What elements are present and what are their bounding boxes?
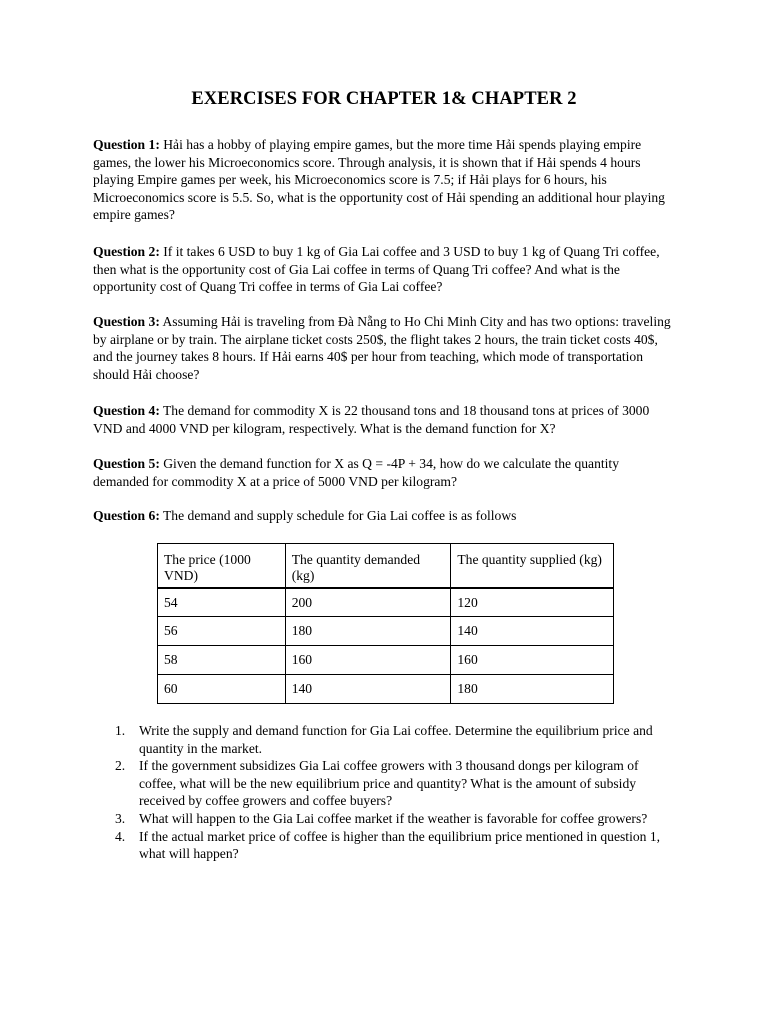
table-header-row [158, 544, 614, 588]
quantity-supplied-cell: 180 [451, 675, 614, 704]
list-text: If the government subsidizes Gia Lai coffee growers with 3 thousand dongs per kilogram of coffee, what will be the new equilibrium price and quantity? What is the amount of subsidy received by coffee growers and coffee buyers? [139, 758, 639, 809]
question-label: Question 6: [93, 508, 160, 523]
list-number: 4. [115, 828, 126, 844]
price-cell: 58 [158, 646, 286, 675]
quantity-demanded-cell: 140 [285, 675, 451, 704]
question-3 [93, 313, 678, 383]
header-price: The price (1000 VND) [158, 544, 286, 588]
list-number: 3. [115, 810, 126, 826]
list-text: If the actual market price of coffee is higher than the equilibrium price mentioned in question 1, what will happen? [139, 828, 661, 862]
list-item [93, 757, 678, 810]
quantity-supplied-cell: 140 [451, 617, 614, 646]
table-row [158, 675, 614, 704]
quantity-supplied-cell: 120 [451, 588, 614, 617]
price-cell: 56 [158, 617, 286, 646]
supply-demand-table [157, 543, 614, 704]
question-5 [93, 455, 678, 490]
question-label: Question 3: [93, 314, 160, 329]
price-cell: 54 [158, 588, 286, 617]
list-number: 2. [115, 758, 126, 774]
subquestion-list [93, 722, 678, 863]
question-1 [93, 136, 678, 224]
table-row [158, 617, 614, 646]
question-6 [93, 507, 678, 525]
question-label: Question 5: [93, 456, 160, 471]
list-text: What will happen to the Gia Lai coffee market if the weather is favorable for coffee growers? [139, 810, 648, 826]
question-2 [93, 243, 678, 296]
question-text: The demand and supply schedule for Gia Lai coffee is as follows [159, 508, 517, 523]
table-row [158, 588, 614, 617]
question-label: Question 2: [93, 244, 160, 259]
question-text: Assuming Hải is traveling from Đà Nẵng to Ho Chi Minh City and has two options: traveling by airplane or by train. The airplane ticket costs 250$, the flight takes 2 hours, the train ticket costs 40$, and the journey takes 8 hours. If Hải earns 40$ per hour from teaching, which mode of transportation should Hải choose? [93, 314, 671, 382]
list-item [93, 810, 678, 828]
quantity-demanded-cell: 160 [285, 646, 451, 675]
page-title: EXERCISES FOR CHAPTER 1& CHAPTER 2 [191, 89, 577, 109]
question-4 [93, 402, 678, 437]
list-text: Write the supply and demand function for Gia Lai coffee. Determine the equilibrium price and quantity in the market. [139, 723, 653, 756]
question-text: If it takes 6 USD to buy 1 kg of Gia Lai coffee and 3 USD to buy 1 kg of Quang Tri coffee, then what is the opportunity cost of Gia Lai coffee in terms of Quang Tri coffee? And what is the opportunity cost of Quang Tri coffee in terms of Gia Lai coffee? [93, 244, 660, 295]
list-item [93, 828, 678, 863]
header-quantity-demanded: The quantity demanded (kg) [285, 544, 451, 588]
quantity-demanded-cell: 180 [285, 617, 451, 646]
quantity-demanded-cell: 200 [285, 588, 451, 617]
quantity-supplied-cell: 160 [451, 646, 614, 675]
price-cell: 60 [158, 675, 286, 704]
question-text: Given the demand function for X as Q = -4P + 34, how do we calculate the quantity demanded for commodity X at a price of 5000 VND per kilogram? [93, 456, 619, 489]
question-label: Question 4: [93, 403, 160, 418]
list-item [93, 722, 678, 757]
question-text: Hải has a hobby of playing empire games, but the more time Hải spends playing empire games, the lower his Microeconomics score. Through analysis, it is shown that if Hải spends 4 hours playing Empire games per week, his Microeconomics score is 7.5; if Hải plays for 6 hours, his Microeconomics score is 5.5. So, what is the opportunity cost of Hải spending an additional hour playing empire games? [93, 137, 665, 223]
header-quantity-supplied: The quantity supplied (kg) [451, 544, 614, 588]
question-text: The demand for commodity X is 22 thousand tons and 18 thousand tons at prices of 3000 VND and 4000 VND per kilogram, respectively. What is the demand function for X? [93, 403, 650, 436]
list-number: 1. [115, 723, 126, 738]
table-row [158, 646, 614, 675]
question-label: Question 1: [93, 137, 160, 152]
